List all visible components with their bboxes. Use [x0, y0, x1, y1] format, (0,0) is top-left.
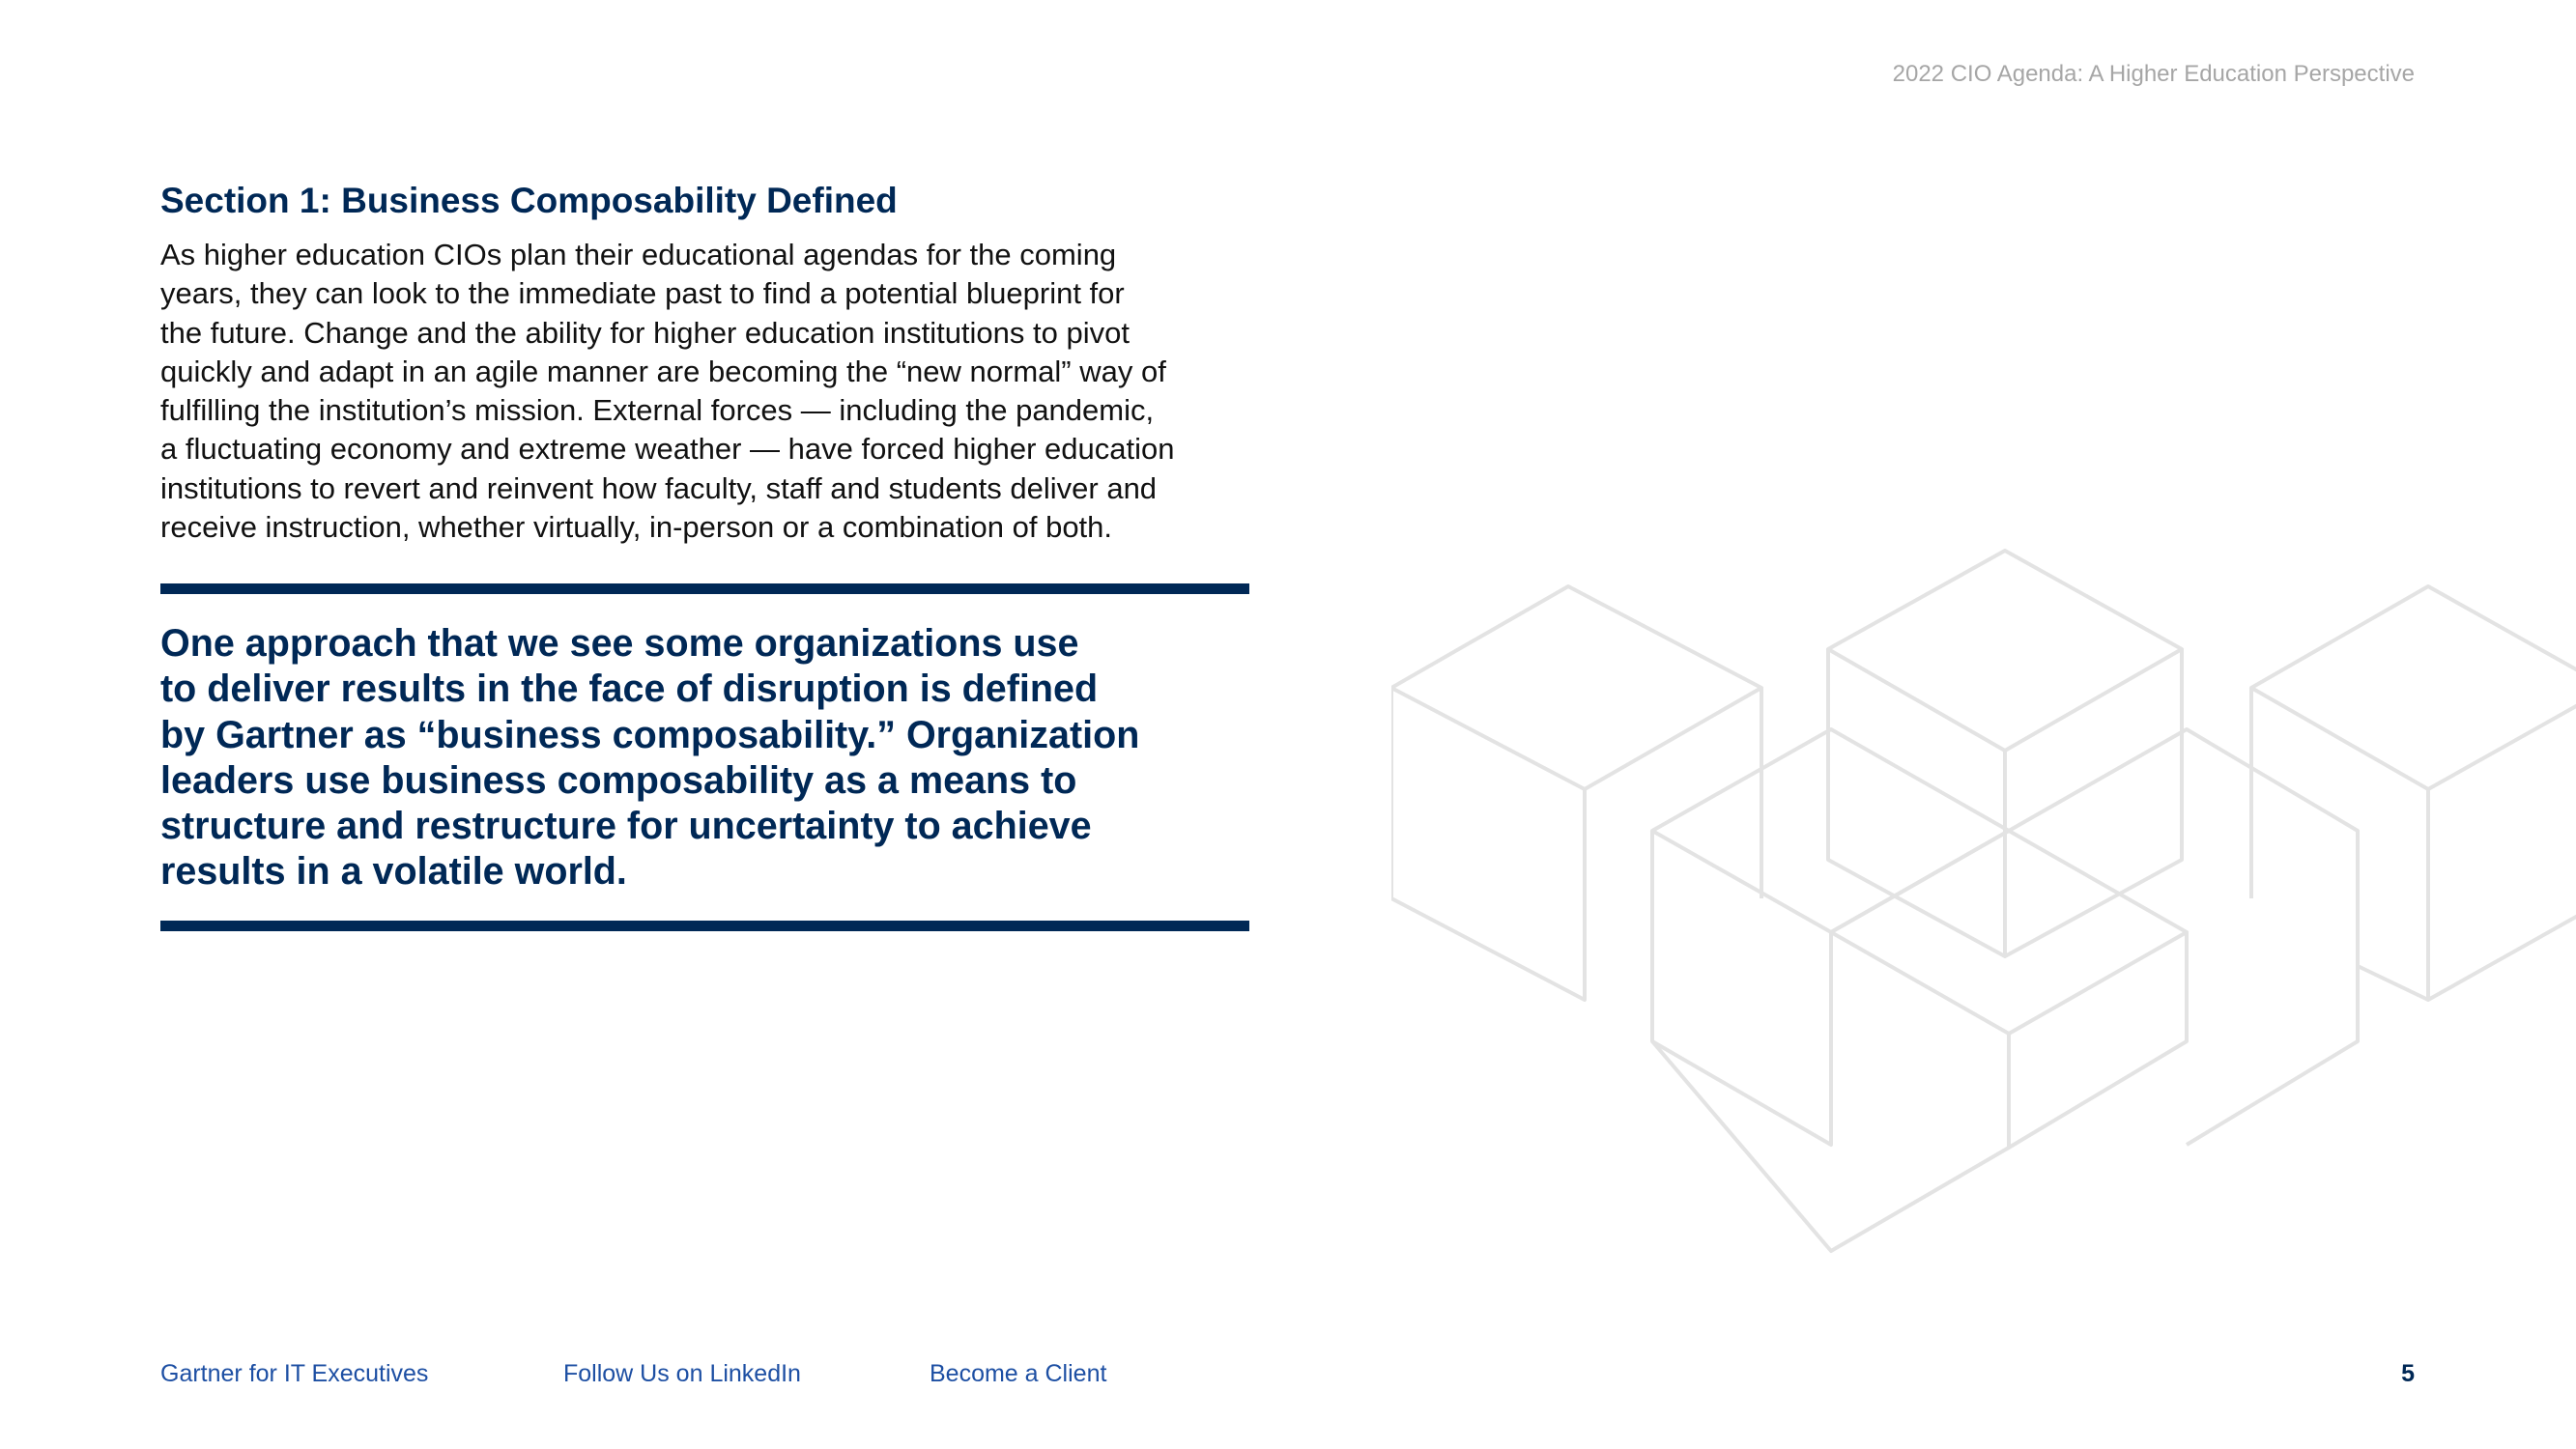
body-text-line: fulfilling the institution’s mission. External forces — including the pandemic, [160, 393, 1155, 428]
pull-quote-line: to deliver results in the face of disruption is defined [160, 668, 1099, 711]
cube-outline-top [1828, 551, 2182, 956]
section-heading: Section 1: Business Composability Defined [160, 181, 898, 220]
cube-outline-left [1391, 586, 1761, 1000]
body-text-line: years, they can look to the immediate past to find a potential blueprint for [160, 276, 1125, 311]
pull-quote-top-divider [160, 583, 1249, 594]
body-text-line: a fluctuating economy and extreme weather — have forced higher education [160, 432, 1175, 467]
isometric-cubes-illustration [1391, 541, 2576, 1256]
pull-quote-line: leaders use business composability as a means to [160, 758, 1077, 802]
cube-outline-bottom-left [1652, 729, 2009, 1145]
body-text-line: As higher education CIOs plan their educational agendas for the coming [160, 238, 1117, 271]
document-header-title: 2022 CIO Agenda: A Higher Education Perspective [1892, 61, 2415, 87]
page-number: 5 [2401, 1360, 2415, 1387]
pull-quote [160, 621, 1139, 895]
pull-quote-line: by Gartner as “business composability.” Organization [160, 713, 1140, 756]
pull-quote-line: One approach that we see some organizations use [160, 622, 1079, 665]
footer-link-become-a-client[interactable]: Become a Client [930, 1360, 1107, 1387]
footer-link-gartner-for-it-executives[interactable]: Gartner for IT Executives [160, 1360, 429, 1387]
pull-quote-line: results in a volatile world. [160, 850, 627, 894]
cube-outline-right [2251, 586, 2576, 1000]
body-text-line: receive instruction, whether virtually, in-person or a combination of both. [160, 510, 1113, 545]
body-text-line: the future. Change and the ability for higher education institutions to pivot [160, 315, 1130, 350]
section-body-paragraph [160, 236, 1281, 547]
body-text-line: quickly and adapt in an agile manner are becoming the “new normal” way of [160, 354, 1166, 388]
footer-link-follow-us-on-linkedin[interactable]: Follow Us on LinkedIn [563, 1360, 801, 1387]
body-text-line: institutions to revert and reinvent how faculty, staff and students deliver and [160, 470, 1158, 505]
pull-quote-line: structure and restructure for uncertainty to achieve [160, 805, 1092, 848]
pull-quote-bottom-divider [160, 921, 1249, 931]
